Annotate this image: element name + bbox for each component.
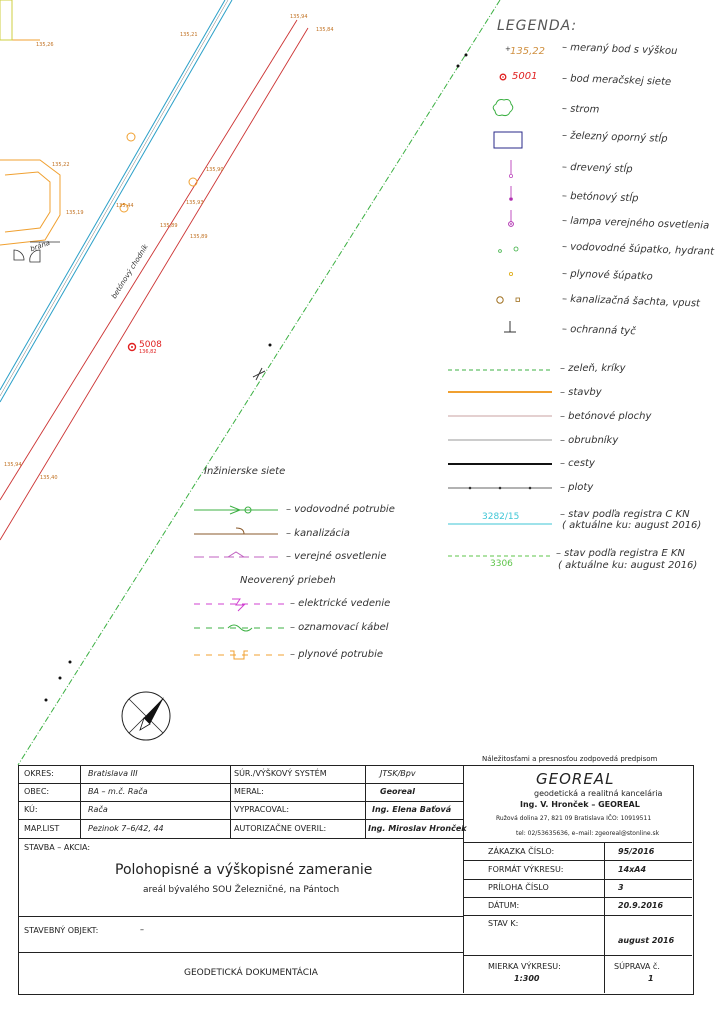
utilities-title: Inžinierske siete <box>204 466 286 477</box>
map-label-sidewalk: betónový chodník <box>110 243 150 301</box>
height-label: 135,94 <box>290 14 308 20</box>
overil-value: Ing. Miroslav Hronček <box>368 824 467 833</box>
system-value: JTSK/Bpv <box>380 769 416 778</box>
registry-e-label: – stav podľa registra E KN <box>556 548 685 559</box>
registry-c-label: – stav podľa registra C KN <box>560 509 690 520</box>
overil-label: AUTORIZAČNE OVERIL: <box>234 824 327 833</box>
utility-electric: – elektrické vedenie <box>290 598 391 609</box>
stav-value: august 2016 <box>618 936 675 945</box>
height-label: 135,22 <box>52 162 70 168</box>
objekt-value: – <box>140 925 144 934</box>
registry-c-note: ( aktuálne ku: august 2016) <box>562 520 702 531</box>
legend-line-fences: – ploty <box>560 482 594 493</box>
project-subtitle: areál bývalého SOU Železničné, na Pántoch <box>143 885 340 895</box>
map-label-gate: brána <box>29 238 52 254</box>
obec-value: BA – m.č. Rača <box>88 787 148 796</box>
legend-item-wood-pole: – drevený stĺp <box>561 161 633 176</box>
zakazka-value: 95/2016 <box>618 847 655 856</box>
height-label: 135,44 <box>116 203 134 209</box>
registry-e-note: ( aktuálne ku: august 2016) <box>558 560 698 571</box>
height-label: 135,90 <box>206 167 224 173</box>
legend-item-gas-valve: – plynové šúpatko <box>561 268 653 283</box>
meral-value: Georeal <box>380 787 415 796</box>
system-label: SÚR./VÝŠKOVÝ SYSTÉM <box>234 769 327 778</box>
unverified-title: Neoverený priebeh <box>240 575 336 586</box>
okres-label: OKRES: <box>24 769 54 778</box>
height-label: 135,40 <box>40 475 58 481</box>
height-label: 135,19 <box>66 210 84 216</box>
datum-value: 20.9.2016 <box>618 901 664 910</box>
obec-label: OBEC: <box>24 787 50 796</box>
vypracoval-label: VYPRACOVAL: <box>234 805 290 814</box>
legend-item-tree: – strom <box>561 103 600 116</box>
zakazka-label: ZÁKAZKA ČÍSLO: <box>488 847 555 856</box>
company-name: GEOREAL <box>536 770 615 788</box>
road-line <box>0 0 225 390</box>
meral-label: MERAL: <box>234 787 264 796</box>
ku-label: KÚ: <box>24 805 38 814</box>
legend-item-lightning-rod: – ochranná tyč <box>561 323 636 338</box>
stav-label: STAV K: <box>488 919 519 928</box>
height-label: 135,93 <box>186 200 204 206</box>
vypracoval-value: Ing. Elena Baťová <box>372 805 452 814</box>
legend-item-lamp: – lampa verejného osvetlenia <box>561 215 710 232</box>
objekt-label: STAVEBNÝ OBJEKT: <box>24 926 99 935</box>
utility-water: – vodovodné potrubie <box>286 504 395 515</box>
suprava-value: 1 <box>648 974 654 983</box>
legend-height-sample: 135,22 <box>510 46 545 57</box>
height-label: 135,89 <box>190 234 208 240</box>
legend-line-buildings: – stavby <box>560 387 602 398</box>
format-value: 14xA4 <box>618 865 647 874</box>
mierka-label: MIERKA VÝKRESU: <box>488 962 561 971</box>
format-label: FORMÁT VÝKRESU: <box>488 865 564 874</box>
parcel-line <box>0 28 308 540</box>
company-owner: Ing. V. Hronček – GEOREAL <box>520 800 640 809</box>
height-label: 135,94 <box>4 462 22 468</box>
priloha-value: 3 <box>618 883 624 892</box>
utility-lighting: – verejné osvetlenie <box>286 551 387 562</box>
legend-item-iron-pole: – železný oporný stĺp <box>561 130 668 145</box>
utility-gas: – plynové potrubie <box>290 649 384 660</box>
maplist-label: MAP.LIST <box>24 824 60 833</box>
height-label: 135,26 <box>36 42 54 48</box>
legend-item-height-point: – meraný bod s výškou <box>561 41 678 58</box>
legend-item-station: – bod meračskej siete <box>561 73 672 88</box>
legend-line-green: – zeleň, kríky <box>560 363 626 374</box>
legend-symbols <box>448 45 552 556</box>
legend-line-concrete: – betónové plochy <box>560 411 652 422</box>
stavba-label: STAVBA – AKCIA: <box>24 843 91 852</box>
svg-text:+: + <box>505 45 511 53</box>
company-contact: tel: 02/53635636, e–mail: zgeoreal@stonline.sk <box>516 830 660 837</box>
legend-line-curbs: – obrubníky <box>560 435 619 446</box>
legend-line-roads: – cesty <box>560 458 595 469</box>
legend-station-sample: 5001 <box>512 71 538 82</box>
document-type: GEODETICKÁ DOKUMENTÁCIA <box>184 968 318 978</box>
utility-sewer: – kanalizácia <box>286 528 350 539</box>
survey-point-height: 136,82 <box>139 349 157 355</box>
legend-item-manhole: – kanalizačná šachta, vpust <box>561 293 701 310</box>
boundary-line <box>18 0 500 765</box>
project-title: Polohopisné a výškopisné zameranie <box>115 862 373 878</box>
height-label: 135,21 <box>180 32 198 38</box>
registry-e-number: 3306 <box>490 559 513 569</box>
legend-item-hydrant: – vodovodné šúpatko, hydrant <box>561 241 715 258</box>
registry-c-number: 3282/15 <box>482 512 520 522</box>
mierka-value: 1:300 <box>514 974 540 983</box>
priloha-label: PRÍLOHA ČÍSLO <box>488 883 549 892</box>
company-subtitle: geodetická a realitná kancelária <box>534 789 663 798</box>
ku-value: Rača <box>88 805 108 814</box>
okres-value: Bratislava III <box>88 769 138 778</box>
utility-telecom: – oznamovací kábel <box>290 622 389 633</box>
responsibility-note: Náležitosťami a presnosťou zodpovedá predpisom <box>482 755 658 763</box>
legend-item-concrete-pole: – betónový stĺp <box>561 190 639 205</box>
north-arrow <box>122 692 170 740</box>
legend-title: LEGENDA: <box>497 18 578 34</box>
height-label: 135,89 <box>160 223 178 229</box>
building-outline <box>0 0 60 245</box>
height-label: 135,84 <box>316 27 334 33</box>
survey-point-label: 5008 <box>139 340 162 350</box>
datum-label: DÁTUM: <box>488 901 520 910</box>
company-address: Ružová dolina 27, 821 09 Bratislava IČO: 10919511 <box>496 815 652 822</box>
suprava-label: SÚPRAVA č. <box>614 962 660 971</box>
parcel-line <box>0 20 297 500</box>
maplist-value: Pezinok 7–6/42, 44 <box>88 824 164 833</box>
